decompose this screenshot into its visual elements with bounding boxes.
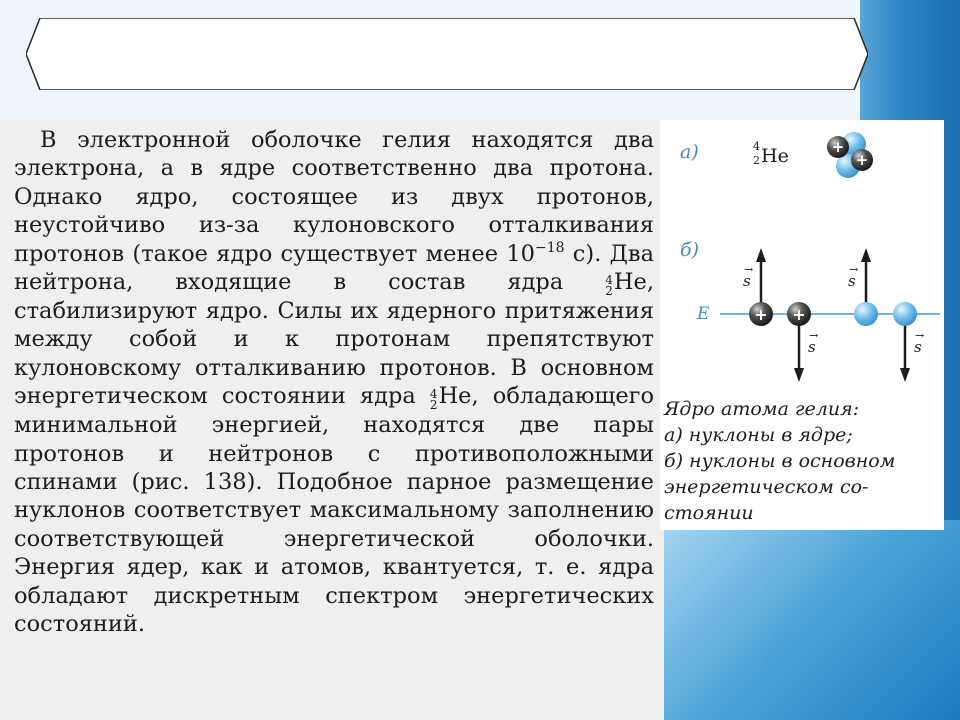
figure-label-b: б)	[680, 239, 700, 261]
caption-line: а) нуклоны в ядре;	[664, 424, 853, 446]
energy-label: E	[697, 304, 710, 324]
caption-line: б) нуклоны в основном	[664, 450, 896, 472]
element-symbol: He	[438, 383, 472, 410]
spin-label: s	[743, 272, 751, 290]
spin-label: s	[914, 338, 922, 356]
plus-sign: +	[831, 138, 845, 156]
plus-sign: +	[792, 305, 806, 324]
body-text-part-4: , обладающего минимальной энергией, находятся две пары протонов и нейтронов с противоположными спинами (рис. 138). Подобное парное размещение нуклонов соответствует максимальному заполнению соответствующей энергетической оболочки. Энергия ядер, как и атомов, квантуется, т. е. ядра обладают дискретным спектром энергетических состояний.	[14, 383, 654, 638]
caption-line: Ядро атома гелия:	[664, 398, 860, 420]
isotope-symbol-figure	[753, 140, 789, 167]
charge-number: 2	[753, 154, 760, 167]
nucleus-cluster	[827, 132, 873, 178]
mass-number: 4	[429, 387, 438, 402]
slide-title	[60, 18, 830, 90]
body-text-part-3: , стабилизируют ядро. Силы их ядерного притяжения между собой и к протонам препятствуют кулоновскому отталкиванию протонов. В основном энергетическом состоянии ядра	[14, 269, 654, 410]
vector-mark: →	[915, 329, 925, 342]
plus-sign: +	[754, 305, 768, 324]
isotope-notation	[430, 389, 438, 411]
mass-number: 4	[753, 140, 760, 153]
figure-label-a: а)	[680, 141, 699, 163]
figure-caption	[664, 396, 940, 526]
spin-label: s	[848, 272, 856, 290]
plus-sign: +	[855, 151, 869, 169]
mass-number: 4	[605, 273, 613, 288]
power-exponent: −18	[534, 239, 565, 256]
body-text-part-2: с). Два нейтрона, входящие в состав ядра	[14, 240, 654, 296]
charge-number: 2	[429, 398, 438, 413]
isotope-notation	[605, 275, 613, 297]
background-decoration-bottom	[660, 520, 960, 720]
neutron-sphere	[854, 302, 878, 326]
element-symbol: He	[761, 145, 789, 167]
vector-mark: →	[809, 329, 819, 342]
caption-line: энергетическом со-	[664, 476, 869, 498]
element-symbol: He	[613, 269, 647, 296]
body-text-part-1: В электронной оболочке гелия находятся два электрона, а в ядре соответственно два протона. Однако ядро, состоящее из двух протонов, неустойчиво из-за кулоновского отталкивания протонов (такое ядро существует менее 10	[14, 127, 654, 267]
helium-nucleus-figure	[660, 120, 944, 400]
charge-number: 2	[605, 284, 613, 299]
vector-mark: →	[849, 263, 859, 276]
spin-label: s	[808, 338, 816, 356]
body-paragraph	[14, 126, 654, 639]
caption-line: стоянии	[664, 502, 754, 524]
vector-mark: →	[744, 263, 754, 276]
neutron-sphere	[893, 302, 917, 326]
